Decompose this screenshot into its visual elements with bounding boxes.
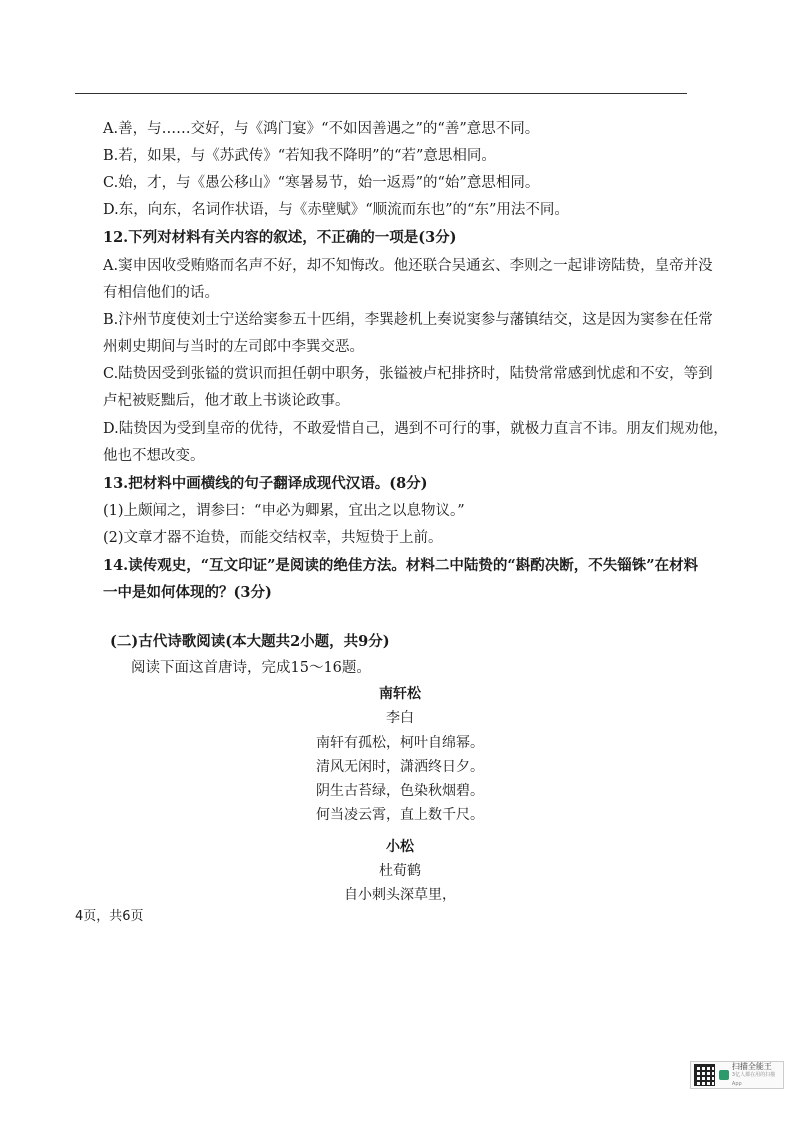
poem2-line: 自小刺头深草里， xyxy=(344,887,456,903)
poem1-line: 阴生古苔绿，色染秋烟碧。 xyxy=(316,783,484,799)
option-c: C.始，才，与《愚公移山》“寒暑易节，始一返焉”的“始”意思相同。 xyxy=(103,175,540,191)
question-12-stem: 12.下列对材料有关内容的叙述，不正确的一项是(3分) xyxy=(103,229,457,246)
poem2-author: 杜荀鹤 xyxy=(379,863,421,879)
q12-option-c-line1: C.陆贽因受到张镒的赏识而担任朝中职务，张镒被卢杞排挤时，陆贽常常感到忧虑和不安，等到 xyxy=(103,366,713,382)
question-14-line1: 14.读传观史，“互文印证”是阅读的绝佳方法。材料二中陆贽的“斟酌决断，不失锱铢”在材料 xyxy=(103,557,699,574)
scanner-watermark xyxy=(690,1061,784,1089)
page-number: 4页，共6页 xyxy=(75,909,144,924)
poem1-line: 清风无闲时，潇洒终日夕。 xyxy=(316,759,484,775)
poem1-author: 李白 xyxy=(386,710,414,726)
q12-option-a-line2: 有相信他们的话。 xyxy=(103,285,219,301)
poem2-title: 小松 xyxy=(386,839,414,855)
watermark-brand: 扫描全能王 xyxy=(731,1061,772,1071)
q13-sentence-2: (2)文章才器不迨贽，而能交结权幸，共短贽于上前。 xyxy=(103,530,443,546)
q12-option-d-line1: D.陆贽因为受到皇帝的优待，不敢爱惜自己，遇到不可行的事，就极力直言不讳。朋友们规劝他， xyxy=(103,421,728,437)
qr-code-icon xyxy=(694,1064,715,1086)
q12-option-b-line2: 州刺史期间与当时的左司郎中李巽交恶。 xyxy=(103,339,364,355)
q12-option-b-line1: B.汴州节度使刘士宁送给窦参五十匹绢，李巽趁机上奏说窦参与藩镇结交，这是因为窦参在任常 xyxy=(103,312,713,328)
option-a: A.善，与……交好，与《鸿门宴》“不如因善遇之”的“善”意思不同。 xyxy=(103,121,540,137)
q13-sentence-1: (1)上颇闻之，谓参曰：“申必为卿累，宜出之以息物议。” xyxy=(103,503,465,519)
header-rule xyxy=(75,93,687,94)
q12-option-a-line1: A.窦申因收受贿赂而名声不好，却不知悔改。他还联合吴通玄、李则之一起诽谤陆贽，皇帝并没 xyxy=(103,258,713,274)
poem1-title: 南轩松 xyxy=(379,686,421,702)
option-d: D.东，向东，名词作状语，与《赤壁赋》“顺流而东也”的“东”用法不同。 xyxy=(103,202,569,218)
question-14-line2: 一中是如何体现的？(3分) xyxy=(103,584,272,601)
poem1-line: 何当凌云霄，直上数千尺。 xyxy=(316,807,484,823)
q12-option-c-line2: 卢杞被贬黜后，他才敢上书谈论政事。 xyxy=(103,393,350,409)
q12-option-d-line2: 他也不想改变。 xyxy=(103,448,205,464)
section-intro: 阅读下面这首唐诗，完成15～16题。 xyxy=(131,660,371,676)
poem1-line: 南轩有孤松，柯叶自绵幂。 xyxy=(316,735,484,751)
watermark-sub: 3亿人都在用的扫描App xyxy=(731,1071,776,1087)
section-heading: (二)古代诗歌阅读(本大题共2小题，共9分) xyxy=(110,633,390,650)
option-b: B.若，如果，与《苏武传》“若知我不降明”的“若”意思相同。 xyxy=(103,148,496,164)
camscanner-logo-icon xyxy=(719,1070,729,1080)
question-13-stem: 13.把材料中画横线的句子翻译成现代汉语。(8分) xyxy=(103,475,428,492)
